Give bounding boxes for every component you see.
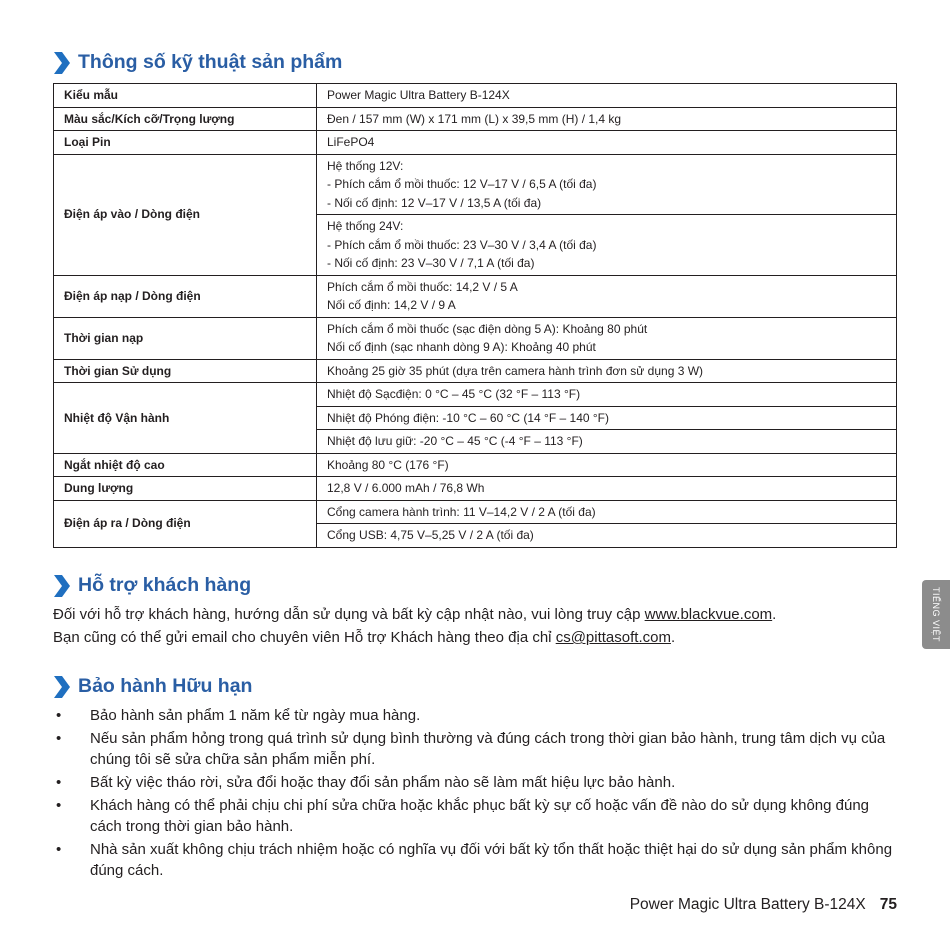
- spec-value-line: Đen / 157 mm (W) x 171 mm (L) x 39,5 mm (H) / 1,4 kg: [327, 111, 622, 126]
- chevron-right-icon: [53, 52, 70, 74]
- spec-row: [54, 359, 897, 383]
- spec-value: [317, 275, 897, 317]
- spec-label: Ngắt nhiệt độ cao: [54, 453, 317, 477]
- support-text-2: Bạn cũng có thể gửi email cho chuyên viên Hỗ trợ Khách hàng theo địa chỉ: [53, 629, 556, 646]
- spec-row: [54, 131, 897, 155]
- spec-row: [54, 477, 897, 501]
- spec-value-line: Khoảng 80 °C (176 °F): [327, 457, 449, 472]
- spec-value: [317, 154, 897, 215]
- spec-value-line: Cổng USB: 4,75 V–5,25 V / 2 A (tối đa): [327, 528, 534, 542]
- spec-value-line: - Nối cố định: 12 V–17 V / 13,5 A (tối đa): [327, 195, 542, 210]
- spec-value-line: Hệ thống 24V:: [327, 219, 404, 233]
- spec-label: Thời gian Sử dụng: [54, 359, 317, 383]
- spec-row: [54, 107, 897, 131]
- chevron-right-icon: [53, 575, 70, 597]
- spec-value-line: Khoảng 25 giờ 35 phút (dựa trên camera hành trình đơn sử dụng 3 W): [327, 363, 704, 378]
- spec-value-line: - Nối cố định: 23 V–30 V / 7,1 A (tối đa): [327, 256, 535, 270]
- warranty-text: Bảo hành sản phẩm 1 năm kể từ ngày mua hàng.: [90, 707, 421, 724]
- spec-label: Điện áp nạp / Dòng điện: [54, 275, 317, 317]
- spec-value-line: 12,8 V / 6.000 mAh / 76,8 Wh: [327, 481, 485, 495]
- support-line-1: [53, 604, 776, 626]
- warranty-item: [53, 839, 903, 881]
- page-footer: [630, 896, 897, 914]
- warranty-text: Bất kỳ việc tháo rời, sửa đổi hoặc thay đổi sản phẩm nào sẽ làm mất hiệu lực bảo hành.: [90, 774, 676, 791]
- spec-value: [317, 107, 897, 131]
- spec-value-line: Nhiệt độ Phóng điện: -10 °C – 60 °C (14 °F – 140 °F): [327, 410, 610, 425]
- spec-row: [54, 154, 897, 215]
- language-side-tab: TIẾNG VIỆT: [922, 580, 950, 649]
- spec-value-line: - Phích cắm ổ mồi thuốc: 23 V–30 V / 3,4 A (tối đa): [327, 237, 597, 252]
- spec-value-line: Phích cắm ổ mồi thuốc (sạc điện dòng 5 A): Khoảng 80 phút: [327, 321, 648, 336]
- spec-value: [317, 131, 897, 155]
- spec-row: [54, 275, 897, 317]
- spec-row: [54, 383, 897, 407]
- bullet-icon: •: [56, 774, 62, 791]
- spec-row: [54, 84, 897, 108]
- spec-label: Loại Pin: [54, 131, 317, 155]
- bullet-icon: •: [56, 730, 62, 747]
- bullet-icon: •: [56, 841, 62, 858]
- specs-title: Thông số kỹ thuật sản phẩm: [78, 51, 343, 73]
- spec-label: Nhiệt độ Vận hành: [54, 383, 317, 454]
- spec-value-line: Nhiệt độ lưu giữ: -20 °C – 45 °C (-4 °F – 113 °F): [327, 434, 583, 448]
- spec-label: Điện áp ra / Dòng điện: [54, 500, 317, 547]
- spec-row: [54, 500, 897, 524]
- warranty-heading: [53, 675, 252, 698]
- spec-value: [317, 453, 897, 477]
- spec-value: [317, 215, 897, 276]
- spec-label: Dung lượng: [54, 477, 317, 501]
- warranty-item: [53, 795, 903, 837]
- support-heading: [53, 574, 251, 597]
- spec-value-line: Nối cố định (sạc nhanh dòng 9 A): Khoảng 40 phút: [327, 340, 596, 354]
- spec-value: [317, 383, 897, 407]
- spec-value-line: LiFePO4: [327, 135, 375, 149]
- spec-value: [317, 406, 897, 430]
- support-end-2: .: [670, 629, 676, 646]
- chevron-right-icon: [53, 676, 70, 698]
- spec-value: [317, 317, 897, 359]
- support-text-1: Đối với hỗ trợ khách hàng, hướng dẫn sử dụng và bất kỳ cập nhật nào, vui lòng truy cập: [53, 606, 645, 623]
- spec-value: [317, 359, 897, 383]
- warranty-title: Bảo hành Hữu hạn: [78, 675, 253, 697]
- spec-value-line: Nối cố định: 14,2 V / 9 A: [327, 298, 456, 312]
- spec-row: [54, 317, 897, 359]
- warranty-text: Nếu sản phẩm hỏng trong quá trình sử dụng bình thường và đúng cách trong thời gian bảo hành, trung tâm dịch vụ của chúng tôi sẽ sửa chữa sản phẩm miễn phí.: [90, 730, 886, 768]
- bullet-icon: •: [56, 797, 62, 814]
- spec-value-line: Nhiệt độ Sạcđiện: 0 °C – 45 °C (32 °F – 113 °F): [327, 387, 581, 401]
- footer-product: Power Magic Ultra Battery B-124X: [629, 896, 866, 913]
- bullet-icon: •: [56, 707, 62, 724]
- spec-value-line: Cổng camera hành trình: 11 V–14,2 V / 2 A (tối đa): [327, 504, 596, 519]
- page-number: 75: [879, 896, 897, 913]
- spec-label: Kiểu mẫu: [54, 84, 317, 108]
- warranty-text: Khách hàng có thể phải chịu chi phí sửa chữa hoặc khắc phục bất kỳ sự cố hoặc vấn đề nào do sử dụng không đúng cách trong thời gian bảo hành.: [90, 797, 870, 835]
- spec-value-line: Hệ thống 12V:: [327, 158, 404, 173]
- warranty-item: [53, 772, 903, 793]
- spec-value: [317, 500, 897, 524]
- spec-value: [317, 84, 897, 108]
- spec-value-line: Phích cắm ổ mồi thuốc: 14,2 V / 5 A: [327, 279, 518, 294]
- spec-label: Điện áp vào / Dòng điện: [54, 154, 317, 275]
- spec-row: [54, 453, 897, 477]
- spec-value: [317, 430, 897, 454]
- spec-label: Màu sắc/Kích cỡ/Trọng lượng: [54, 107, 317, 131]
- support-line-2: [53, 627, 675, 649]
- warranty-item: [53, 728, 903, 770]
- spec-value-line: - Phích cắm ổ mồi thuốc: 12 V–17 V / 6,5 A (tối đa): [327, 177, 597, 191]
- spec-value: [317, 524, 897, 548]
- specs-heading: [53, 51, 342, 74]
- spec-value: [317, 477, 897, 501]
- warranty-list: [53, 705, 903, 883]
- warranty-text: Nhà sản xuất không chịu trách nhiệm hoặc có nghĩa vụ đối với bất kỳ tổn thất hoặc thiệt hại do sử dụng sản phẩm không đúng cách.: [90, 841, 893, 879]
- spec-value-line: Power Magic Ultra Battery B-124X: [327, 88, 510, 102]
- spec-table: [53, 83, 897, 548]
- support-end-1: .: [772, 606, 777, 623]
- email-link[interactable]: cs@pittasoft.com: [555, 629, 671, 646]
- spec-label: Thời gian nạp: [54, 317, 317, 359]
- support-title: Hỗ trợ khách hàng: [78, 574, 252, 596]
- warranty-item: [53, 705, 903, 726]
- website-link[interactable]: www.blackvue.com: [644, 606, 773, 623]
